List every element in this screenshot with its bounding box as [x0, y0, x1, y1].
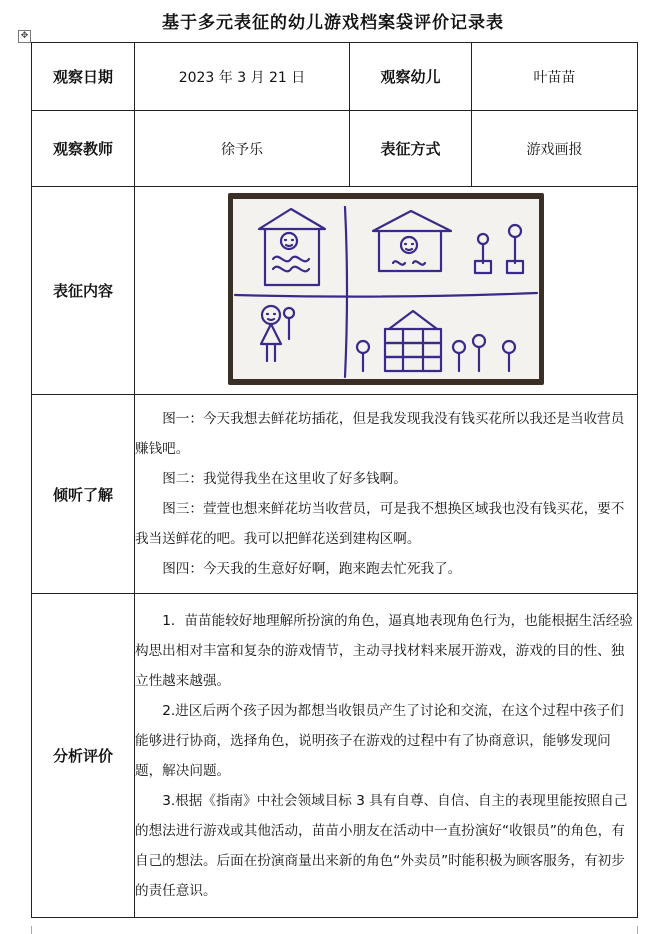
method-value: 游戏画报 — [472, 111, 638, 187]
content-cell — [135, 187, 638, 395]
row-listen — [32, 395, 638, 594]
child-drawing-photo — [228, 193, 544, 385]
listen-content — [135, 395, 638, 594]
listen-paragraph: 图一：今天我想去鲜花坊插花，但是我发现我没有钱买花所以我还是当收营员赚钱吧。 — [135, 411, 625, 457]
listen-paragraph: 图二：我觉得我坐在这里收了好多钱啊。 — [162, 471, 407, 487]
method-label: 表征方式 — [350, 111, 472, 187]
page-corner-mark — [31, 926, 46, 934]
row-content — [32, 187, 638, 395]
listen-paragraph: 图三：萱萱也想来鲜花坊当收营员，可是我不想换区域我也没有钱买花，要不我当送鲜花的吧。我可以把鲜花送到建构区啊。 — [135, 501, 625, 547]
date-value: 2023 年 3 月 21 日 — [135, 43, 350, 111]
table-move-handle-icon[interactable]: ✥ — [18, 30, 31, 43]
content-label: 表征内容 — [32, 187, 135, 395]
teacher-label: 观察教师 — [32, 111, 135, 187]
record-table — [31, 42, 638, 918]
row-date — [32, 43, 638, 111]
row-teacher — [32, 111, 638, 187]
analysis-paragraph: 3.根据《指南》中社会领域目标 3 具有自尊、自信、自主的表现里能按照自己的想法进行游戏或其他活动，苗苗小朋友在活动中一直扮演好“收银员”的角色，有自己的想法。后面在扮演商量出来新的角色“外卖员”时能积极为顾客服务，有初步的责任意识。 — [135, 792, 628, 899]
analysis-paragraph: 1．苗苗能较好地理解所扮演的角色，逼真地表现角色行为，也能根据生活经验构思出相对丰富和复杂的游戏情节，主动寻找材料来展开游戏，游戏的目的性、独立性越来越强。 — [135, 612, 634, 689]
analysis-paragraph: 2.进区后两个孩子因为都想当收银员产生了讨论和交流，在这个过程中孩子们能够进行协商，选择角色，说明孩子在游戏的过程中有了协商意识，能够发现问题，解决问题。 — [135, 702, 624, 779]
row-analysis — [32, 594, 638, 918]
date-label: 观察日期 — [32, 43, 135, 111]
child-label: 观察幼儿 — [350, 43, 472, 111]
listen-paragraph: 图四：今天我的生意好好啊，跑来跑去忙死我了。 — [162, 561, 462, 577]
analysis-label: 分析评价 — [32, 594, 135, 918]
document-title: 基于多元表征的幼儿游戏档案袋评价记录表 — [162, 13, 504, 33]
child-value: 叶苗苗 — [472, 43, 638, 111]
analysis-content — [135, 594, 638, 918]
teacher-value: 徐予乐 — [135, 111, 350, 187]
listen-label: 倾听了解 — [32, 395, 135, 594]
drawing-image — [233, 199, 539, 379]
page-corner-mark — [623, 926, 638, 934]
